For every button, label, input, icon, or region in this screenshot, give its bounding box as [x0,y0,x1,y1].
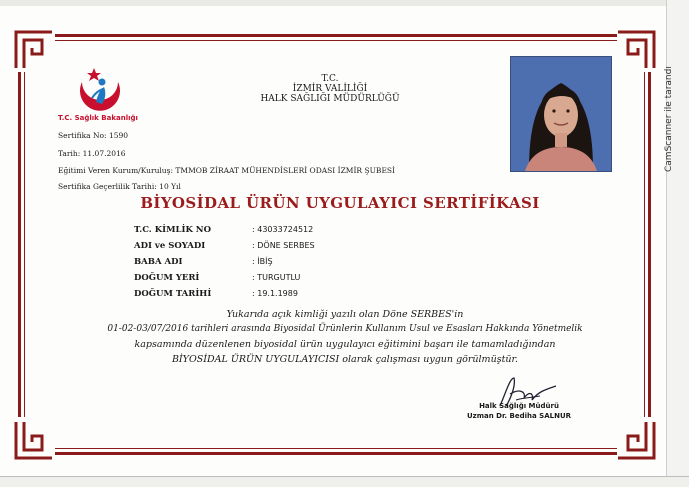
field-label-name: ADI ve SOYADI [134,241,206,251]
border-top-outer [55,34,617,37]
field-label-id: T.C. KİMLİK NO [134,225,211,235]
holder-photo [510,56,612,172]
holder-portrait-icon [511,57,611,171]
header-governorship: İZMİR VALİLİĞİ [292,84,368,94]
header-directorate: HALK SAĞLIĞI MÜDÜRLÜĞÜ [260,94,400,104]
scan-edge-bottom [0,476,689,487]
scanner-note-text: CamScanner ile tarandı [664,66,674,172]
border-left-outer [18,72,21,417]
corner-ornament-top-left [12,28,56,72]
scan-edge-top [0,0,689,6]
scanner-note [664,66,678,186]
field-value-father: : İBİŞ [252,257,273,266]
field-label-birthplace: DOĞUM YERİ [134,273,200,283]
field-value-name: : DÖNE SERBES [252,241,315,250]
body-line-3: kapsamında düzenlenen biyosidal ürün uygulayıcı eğitimini başarı ile tamamladığından [134,339,556,350]
corner-ornament-bottom-right [614,418,658,462]
signatory-name: Uzman Dr. Bediha SALNUR [466,412,572,420]
field-label-father: BABA ADI [134,257,183,267]
certificate-number: Sertifika No: 1590 [58,131,129,140]
corner-ornament-bottom-left [12,418,56,462]
border-top-inner [55,40,617,41]
body-line-1: Yukarıda açık kimliği yazılı olan Döne SERBES'in [226,309,464,320]
body-line-2: 01-02-03/07/2016 tarihleri arasında Biyosidal Ürünlerin Kullanım Usul ve Esasları Hakkında Yönetmelik [107,324,583,334]
field-value-id: : 43033724512 [252,225,314,234]
field-value-birthdate: : 19.1.1989 [252,289,298,298]
certificate-title: BİYOSİDAL ÜRÜN UYGULAYICI SERTİFİKASI [140,194,540,212]
ministry-name: T.C. Sağlık Bakanlığı [58,114,138,122]
training-institution: Eğitimi Veren Kurum/Kuruluş: TMMOB ZİRAAT MÜHENDİSLERİ ODASI İZMİR ŞUBESİ [58,166,396,175]
header-tc: T.C. [321,74,339,84]
certificate-date: Tarih: 11.07.2016 [58,149,126,158]
validity-period: Sertifika Geçerlilik Tarihi: 10 Yıl [58,182,181,191]
field-value-birthplace: : TURGUTLU [252,273,301,282]
ministry-logo-icon [70,60,130,118]
corner-ornament-top-right [614,28,658,72]
body-line-4: BİYOSİDAL ÜRÜN UYGULAYICISI olarak çalışması uygun görülmüştür. [171,354,519,365]
border-bottom-inner [55,448,617,449]
field-label-birthdate: DOĞUM TARİHİ [134,289,212,299]
border-left-inner [24,72,25,417]
signatory-title: Halk Sağlığı Müdürü [479,402,559,410]
border-right-outer [648,72,651,417]
border-bottom-outer [55,452,617,455]
border-right-inner [644,72,645,417]
